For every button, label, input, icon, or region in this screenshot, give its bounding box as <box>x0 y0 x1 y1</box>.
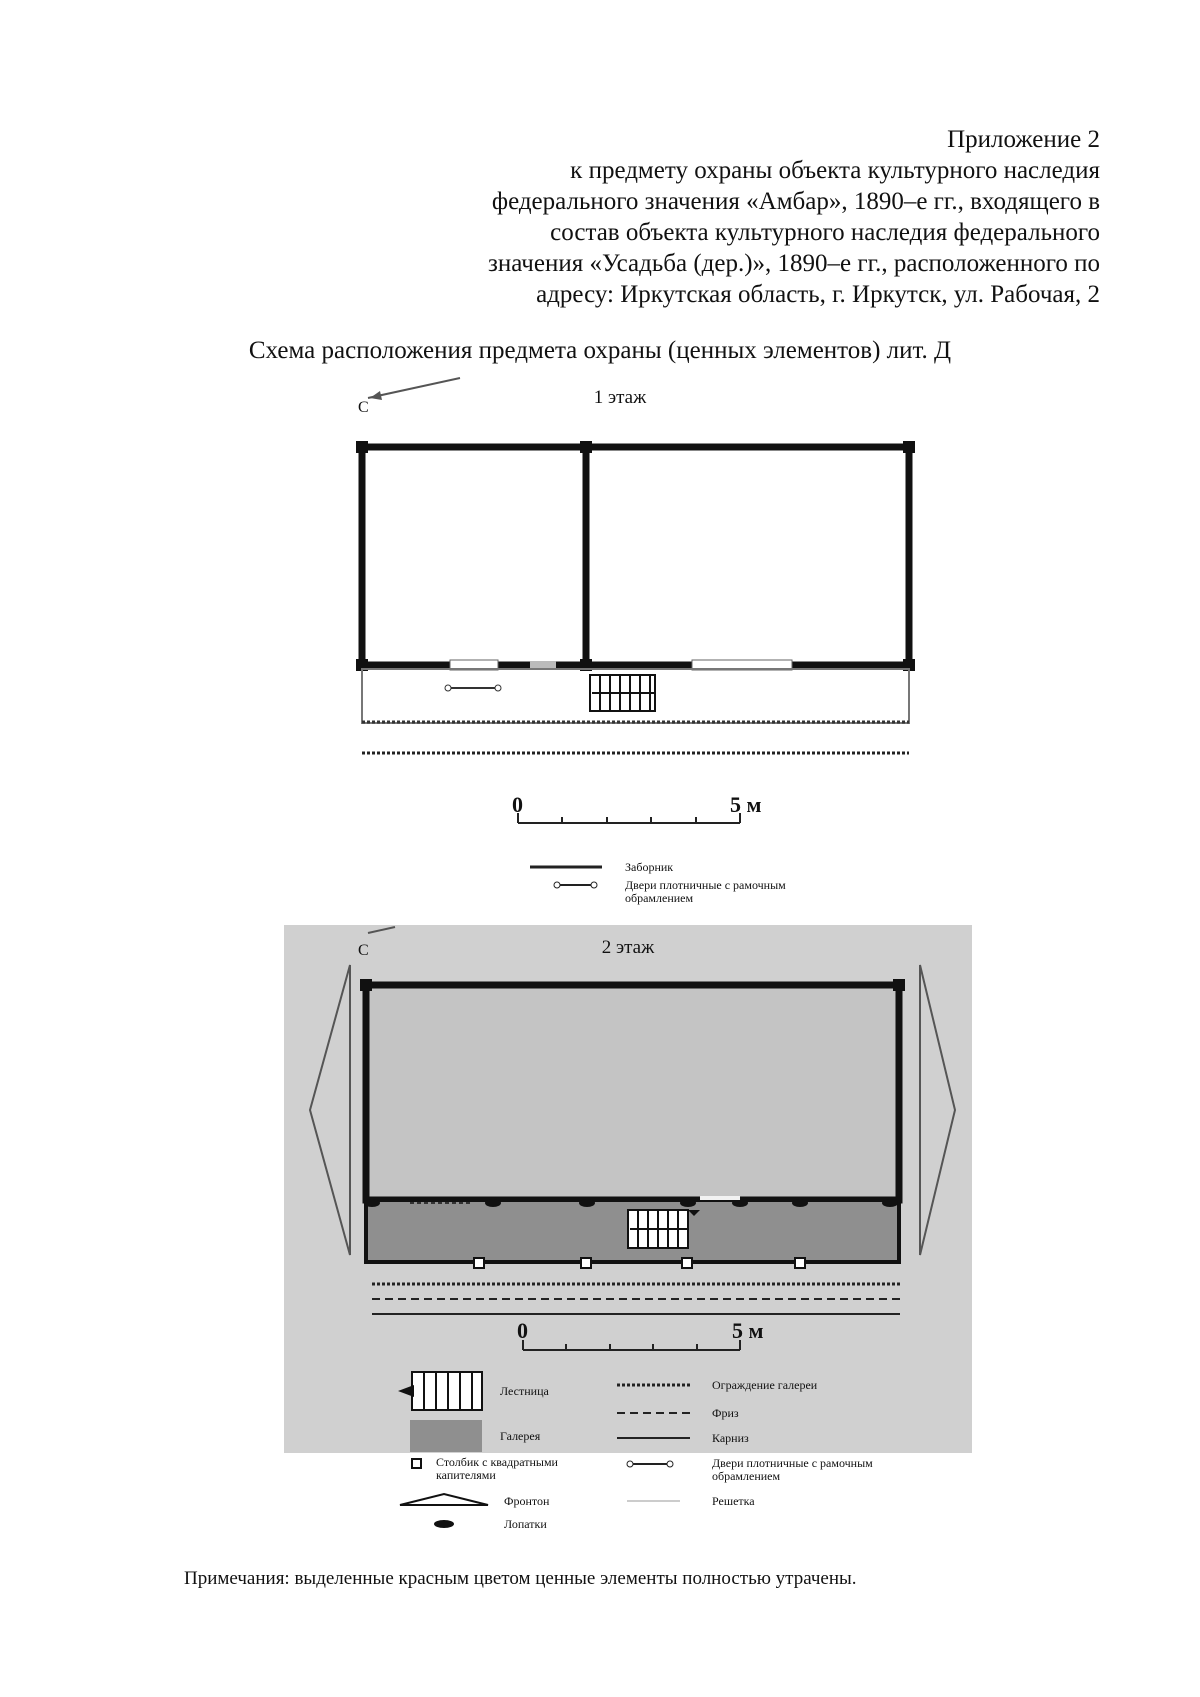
legend-text: Фронтон <box>504 1494 550 1508</box>
floor1-title: 1 этаж <box>593 387 647 408</box>
header-line: федерального значения «Амбар», 1890–е гг., входящего в <box>491 188 1100 215</box>
footnote: Примечания: выделенные красным цветом ценные элементы полностью утрачены. <box>184 1568 857 1589</box>
floor1-plan <box>356 441 915 753</box>
legend-text: Двери плотничные с рамочным обрамлением <box>625 878 786 905</box>
legend-gallery-swatch <box>410 1420 482 1452</box>
floor1-legend <box>530 860 786 905</box>
north-arrow-floor1 <box>358 378 460 416</box>
legend-text: Решетка <box>712 1494 755 1508</box>
floor2-title: 2 этаж <box>601 937 655 958</box>
legend-text: Лопатки <box>504 1517 547 1531</box>
legend-text: Двери плотничные с рамочным обрамлением <box>712 1456 873 1483</box>
appendix-number: Приложение 2 <box>947 126 1100 153</box>
north-label: С <box>358 942 369 959</box>
scheme-title: Схема расположения предмета охраны (ценных элементов) лит. Д <box>248 337 952 364</box>
legend-text: Галерея <box>500 1429 541 1443</box>
floor2-room-walls <box>366 985 899 1200</box>
floor1-lattice <box>530 661 556 669</box>
scale-zero: 0 <box>512 792 523 817</box>
column-capital <box>795 1258 805 1268</box>
floor1-room-walls <box>362 447 909 665</box>
legend-pilaster-icon <box>434 1520 454 1528</box>
header-line: состав объекта культурного наследия федерального <box>550 219 1100 246</box>
floor1-stair <box>590 675 655 711</box>
floor1-scale-bar <box>512 792 762 823</box>
scale-zero: 0 <box>517 1318 528 1343</box>
column-capital <box>682 1258 692 1268</box>
column-capital <box>474 1258 484 1268</box>
scale-five: 5 м <box>732 1318 764 1343</box>
legend-text: Ограждение галереи <box>712 1378 818 1392</box>
column-capital <box>581 1258 591 1268</box>
scale-five: 5 м <box>730 792 762 817</box>
legend-text: Столбик с квадратными капителями <box>436 1455 558 1482</box>
header-line: адресу: Иркутская область, г. Иркутск, ул. Рабочая, 2 <box>536 281 1100 308</box>
header-line: значения «Усадьба (дер.)», 1890–е гг., расположенного по <box>487 250 1100 277</box>
floor2-plan <box>310 965 955 1314</box>
north-label: С <box>358 399 369 416</box>
legend-text: Лестница <box>500 1384 549 1398</box>
floor1-door-symbol <box>445 685 501 691</box>
legend-column-icon <box>412 1459 421 1468</box>
legend-pediment-icon <box>400 1494 488 1505</box>
header-line: к предмету охраны объекта культурного наследия <box>570 157 1100 184</box>
legend-text: Карниз <box>712 1431 749 1445</box>
legend-text: Фриз <box>712 1406 739 1420</box>
legend-text: Заборник <box>625 860 674 874</box>
